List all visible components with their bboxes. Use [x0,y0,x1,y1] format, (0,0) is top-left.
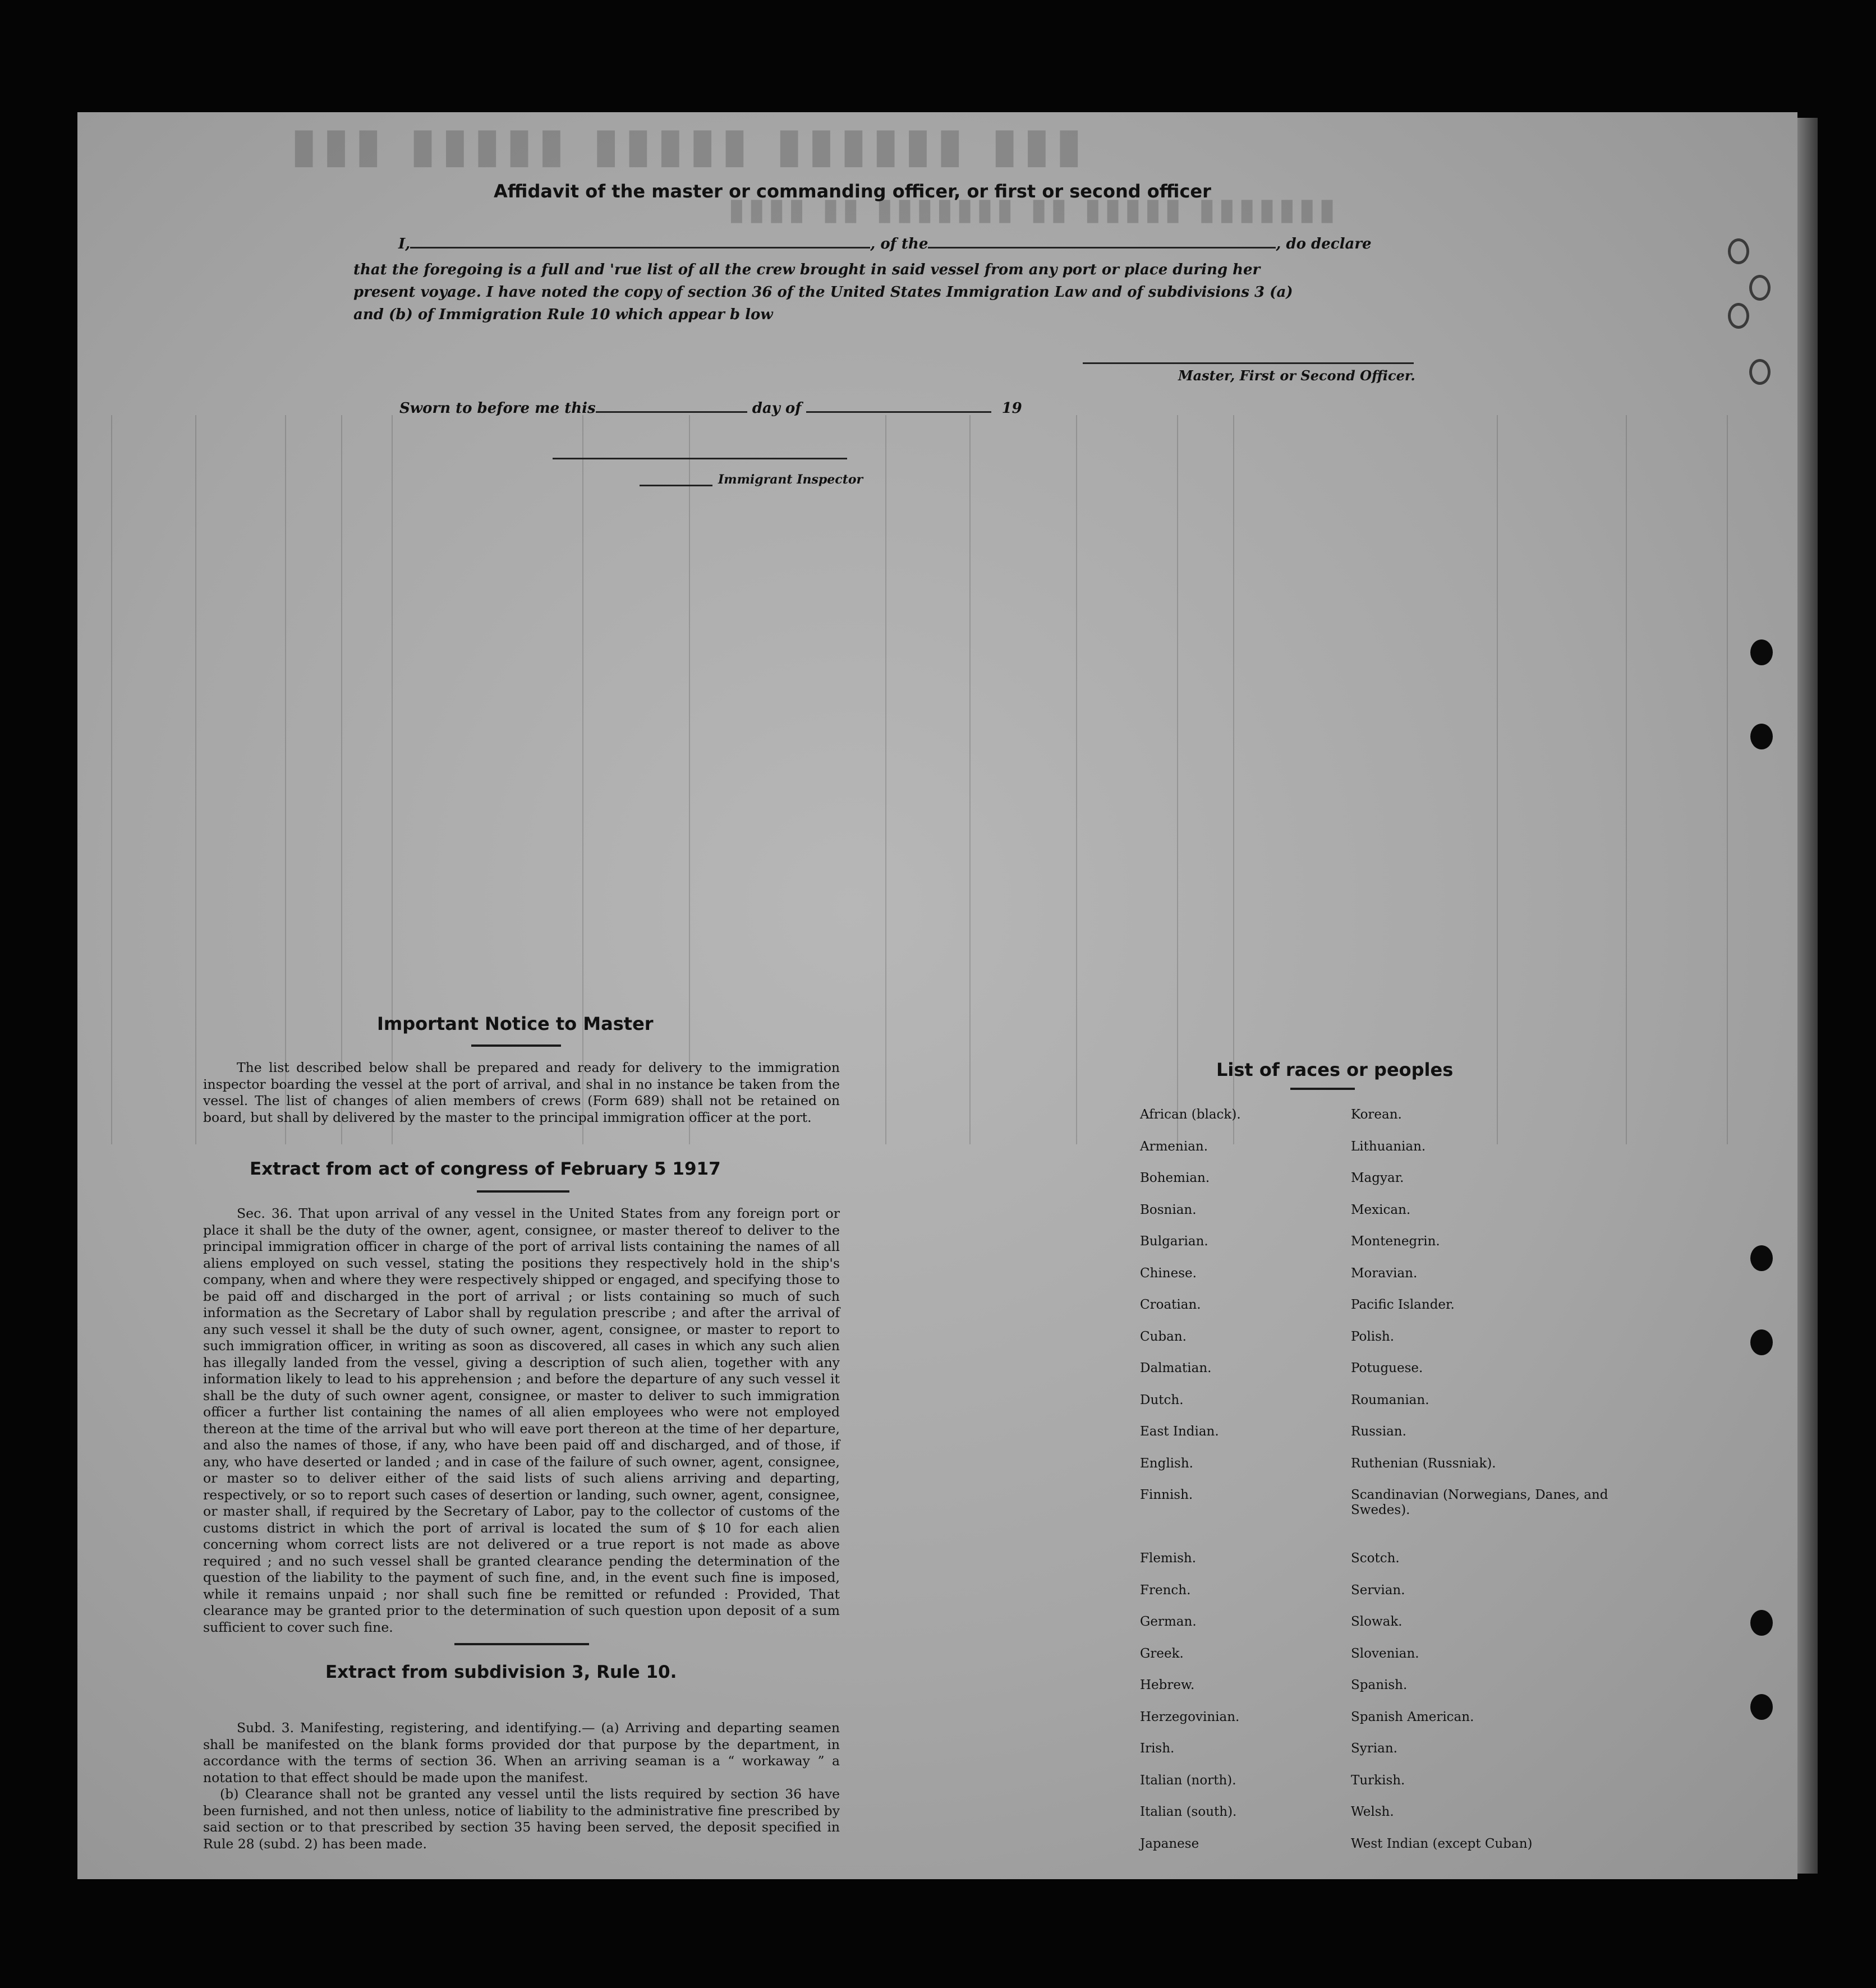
race-item: Moravian. [1351,1265,1418,1281]
rule-extract-title: Extract from subdivision 3, Rule 10. [325,1662,677,1682]
race-item: Bulgarian. [1140,1234,1208,1249]
race-item: Ruthenian (Russniak). [1351,1456,1496,1471]
punch-hole [1750,1610,1773,1636]
race-item: Russian. [1351,1424,1406,1439]
race-item: Bohemian. [1140,1171,1210,1185]
race-item: Cuban. [1140,1329,1187,1344]
punch-hole [1749,275,1771,301]
race-item: Croatian. [1140,1297,1201,1312]
signature-label: Master, First or Second Officer. [1178,367,1415,384]
punch-hole [1750,1694,1773,1720]
race-item: Dalmatian. [1140,1361,1212,1375]
races-column-1 [1140,1107,1325,1868]
race-item: Scotch. [1351,1551,1400,1566]
sworn-date-field[interactable] [596,411,747,413]
race-item: German. [1140,1614,1197,1629]
inspector-label: Immigrant Inspector [718,472,863,487]
bleed-through-header: ▮▮▮ ▮▮▮▮▮ ▮▮▮▮▮ ▮▮▮▮▮▮ ▮▮▮ [291,125,1088,181]
race-item: Bosnian. [1140,1202,1197,1217]
race-item: Turkish. [1351,1773,1405,1788]
races-column-2 [1351,1107,1609,1868]
punch-hole [1750,724,1773,749]
race-item: Polish. [1351,1329,1395,1344]
race-item: Dutch. [1140,1392,1184,1407]
race-item: West Indian (except Cuban) [1351,1836,1533,1851]
race-item: East Indian. [1140,1424,1219,1439]
name-blank-field[interactable] [410,247,870,248]
race-item: Mexican. [1351,1202,1411,1217]
punch-hole [1728,303,1749,329]
race-item: Irish. [1140,1741,1175,1756]
race-item: Slovenian. [1351,1646,1419,1661]
affidavit-line1: I, , of the , do declare [398,236,1372,252]
inspector-signature-line[interactable] [553,458,847,459]
bleed-through-subheader: ▮▮▮▮ ▮▮ ▮▮▮▮▮▮▮ ▮▮ ▮▮▮▮▮ ▮▮▮▮▮▮▮ [728,196,1339,232]
race-item: Herzegovinian. [1140,1709,1240,1724]
races-title: List of races or peoples [1216,1059,1454,1080]
vessel-blank-field[interactable] [928,247,1276,248]
punch-hole [1750,1329,1773,1355]
race-item: African (black). [1140,1107,1241,1122]
race-item: Flemish. [1140,1551,1197,1566]
affidavit-title: Affidavit of the master or commanding officer, or first or second officer [494,181,1211,202]
signature-line[interactable] [1083,362,1414,364]
race-item: Chinese. [1140,1265,1197,1281]
race-item: Roumanian. [1351,1392,1429,1407]
race-item: Italian (south). [1140,1805,1237,1819]
notice-body: The list described below shall be prepared and ready for delivery to the immigration inspector boarding the vessel at the port of arrival, and shal in no instance be taken from the vessel. The list of changes of alien members of crews (Form 689) shall not be retained on board, but shall by delivered by the master to the principal immigration officer at the port. [203,1060,840,1125]
punch-hole [1750,639,1773,665]
notice-title: Important Notice to Master [377,1013,654,1034]
sworn-month-field[interactable] [806,411,991,413]
race-item: French. [1140,1582,1191,1598]
affidavit-body-line1: that the foregoing is a full and 'rue list of all the crew brought in said vessel from any port or place during her [353,261,1261,278]
race-item: Lithuanian. [1351,1139,1426,1154]
page-edge [1797,118,1818,1874]
race-item: Spanish. [1351,1678,1408,1692]
affidavit-body-line3: and (b) of Immigration Rule 10 which appear b low [353,306,773,323]
race-item: Montenegrin. [1351,1234,1440,1249]
race-item: Magyar. [1351,1171,1404,1185]
act-extract-body: Sec. 36. That upon arrival of any vessel in the United States from any foreign port or place it shall be the duty of the owner, agent, consignee, or master thereof to deliver to the principal immigration officer in charge of the port of arrival lists containing the names of all aliens employed on such vessel, stating the positions they respectively hold in the ship's company, when and where they were respectively shipped or engaged, and specifying those to be paid off and discharged in the port of arrival ; or lists containing so much of such information as the Secretary of Labor shall by regulation prescribe ; and after the arrival of any such vessel it shall be the duty of such owner, agent, consignee, or master to report to such immigration officer, in writing as soon as discovered, all cases in which any such alien has illegally landed from the vessel, giving a description of such alien, together with any information likely to lead to his apprehension ; and before the departure of any such vessel it shall be the duty of such owner agent, consignee, or master to deliver to such immigration officer a further list containing the names of all alien employees who were not employed thereon at the time of the arrival but who will eave port thereon at the time of her departure, and also the names of those, if any, who have been paid off and discharged, and of those, if any, who have deserted or landed ; and in case of the failure of such owner, agent, consignee, or master so to deliver either of the said lists of such aliens arriving and departing, respectively, or so to report such cases of desertion or landing, such owner, agent, consignee, or master shall, if required by the Secretary of Labor, pay to the collector of customs of the customs district in which the port of arrival is located the sum of $ 10 for each alien concerning whom correct lists are not delivered or a true report is not made as above required ; and no such vessel shall be granted clearance pending the determination of the question of the liability to the payment of such fine, and, in the event such fine is imposed, while it remains unpaid ; nor shall such fine be remitted or refunded : Provided, That clearance may be granted prior to the determination of such question upon deposit of a sum sufficient to cover such fine. [203,1205,840,1635]
punch-hole [1728,238,1749,264]
race-item: Spanish American. [1351,1709,1474,1724]
affidavit-body-line2: present voyage. I have noted the copy of section 36 of the United States Immigration Law and of subdivisions 3 (a) [353,284,1293,301]
sworn-line: Sworn to before me this day of 19 [399,400,1022,417]
race-item: Italian (north). [1140,1773,1236,1788]
punch-hole [1750,1245,1773,1271]
race-item: Hebrew. [1140,1678,1195,1692]
race-item: Greek. [1140,1646,1184,1661]
race-item: Armenian. [1140,1139,1208,1154]
race-item: Servian. [1351,1582,1405,1598]
race-item: Welsh. [1351,1805,1394,1819]
act-extract-title: Extract from act of congress of February 5 1917 [250,1159,721,1179]
race-item: Slowak. [1351,1614,1403,1629]
rule-extract-body: Subd. 3. Manifesting, registering, and identifying.— (a) Arriving and departing seamen shall be manifested on the blank forms provided dor that purpose by the department, in accordance with the terms of section 36. When an arriving seaman is a “ workaway ” a notation to that effect should be made upon the manifest. (b) Clearance shall not be granted any vessel until the lists required by section 36 have been furnished, and not then unless, notice of liability to the administrative fine prescribed by said section or to that prescribed by section 35 having been served, the deposit specified in Rule 28 (subd. 2) has been made. [203,1720,840,1852]
race-item: English. [1140,1456,1193,1471]
race-item: Korean. [1351,1107,1402,1122]
race-item: Finnish. [1140,1488,1193,1502]
race-item: Potuguese. [1351,1361,1423,1375]
race-item: Japanese [1140,1836,1199,1851]
race-item: Pacific Islander. [1351,1297,1455,1312]
race-item: Scandinavian (Norwegians, Danes, and Swedes). [1351,1488,1608,1517]
race-item: Syrian. [1351,1741,1397,1756]
punch-hole [1749,359,1771,385]
